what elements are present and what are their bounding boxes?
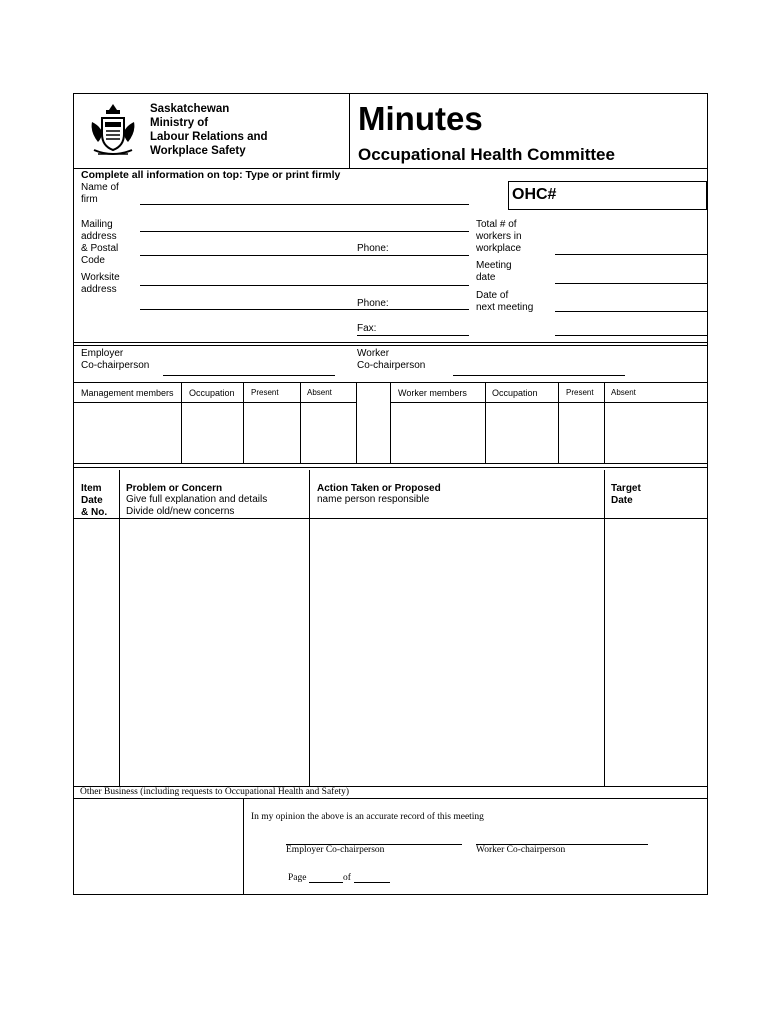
employer-cochair-label: Employer Co-chairperson bbox=[81, 348, 150, 371]
fax-label: Fax: bbox=[357, 323, 377, 334]
phone-label-2: Phone: bbox=[357, 298, 389, 309]
page-title: Minutes bbox=[358, 100, 483, 137]
firm-name-label: Name of firm bbox=[81, 182, 119, 205]
ohc-label: OHC# bbox=[512, 186, 557, 203]
section-rule-1 bbox=[73, 342, 708, 346]
worker-present-header: Present bbox=[566, 388, 594, 397]
meeting-date-field[interactable] bbox=[555, 283, 707, 284]
firm-name-field[interactable] bbox=[140, 204, 469, 205]
problem-subheader: Give full explanation and details Divide old/new concerns bbox=[126, 494, 268, 517]
management-occupation-header: Occupation bbox=[189, 388, 235, 398]
next-meeting-field[interactable] bbox=[555, 311, 707, 312]
page-number-field[interactable] bbox=[309, 882, 343, 883]
worksite-address-line-1[interactable] bbox=[140, 285, 469, 286]
worker-cochair-field[interactable] bbox=[453, 375, 625, 376]
fax-extra-field[interactable] bbox=[555, 335, 707, 336]
target-date-header: Target Date bbox=[611, 483, 641, 506]
mailing-address-line-1[interactable] bbox=[140, 231, 469, 232]
members-col-divider bbox=[181, 382, 182, 463]
worker-members-header: Worker members bbox=[398, 388, 467, 398]
mailing-address-label: Mailing address & Postal Code bbox=[81, 219, 119, 266]
phone-label-1: Phone: bbox=[357, 243, 389, 254]
page-subtitle: Occupational Health Committee bbox=[358, 145, 615, 164]
members-gap-column bbox=[357, 383, 390, 403]
members-col-divider bbox=[243, 382, 244, 463]
worksite-address-line-2[interactable] bbox=[140, 309, 469, 310]
management-present-header: Present bbox=[251, 388, 279, 397]
problem-header: Problem or Concern bbox=[126, 483, 223, 494]
employer-signature-label: Employer Co-chairperson bbox=[286, 845, 385, 855]
members-col-divider bbox=[300, 382, 301, 463]
section-rule-2 bbox=[73, 467, 708, 468]
other-business-label: Other Business (including requests to Occupational Health and Safety) bbox=[80, 787, 350, 797]
worksite-address-label: Worksite address bbox=[81, 272, 120, 295]
of-label: of bbox=[343, 873, 351, 883]
management-absent-header: Absent bbox=[307, 388, 332, 397]
action-subheader: name person responsible bbox=[317, 494, 430, 505]
footer-divider bbox=[243, 798, 244, 895]
action-header: Action Taken or Proposed bbox=[317, 483, 441, 494]
ministry-name: Saskatchewan Ministry of Labour Relations and Workplace Safety bbox=[150, 103, 268, 157]
other-business-bottom-rule bbox=[73, 798, 708, 799]
item-date-header: Item Date & No. bbox=[81, 483, 108, 518]
items-entry-area[interactable] bbox=[74, 519, 707, 785]
worker-cochair-label: Worker Co-chairperson bbox=[357, 348, 426, 371]
total-workers-label: Total # of workers in workplace bbox=[476, 219, 522, 254]
header-divider bbox=[349, 93, 350, 169]
worker-absent-header: Absent bbox=[611, 388, 636, 397]
opinion-statement: In my opinion the above is an accurate record of this meeting bbox=[251, 812, 484, 822]
page-label: Page bbox=[288, 873, 307, 883]
members-col-divider bbox=[558, 382, 559, 463]
coat-of-arms-icon bbox=[88, 100, 138, 160]
logo bbox=[88, 100, 138, 160]
fax-field[interactable] bbox=[357, 335, 469, 336]
members-bottom-rule bbox=[73, 463, 708, 464]
mailing-address-line-2[interactable] bbox=[140, 255, 469, 256]
meeting-date-label: Meeting date bbox=[476, 260, 512, 283]
ohc-number-box[interactable] bbox=[508, 181, 707, 210]
management-members-header: Management members bbox=[81, 388, 174, 398]
members-col-divider bbox=[390, 382, 391, 463]
members-col-divider bbox=[485, 382, 486, 463]
worker-occupation-header: Occupation bbox=[492, 388, 538, 398]
instructions: Complete all information on top: Type or print firmly bbox=[81, 169, 341, 181]
next-meeting-label: Date of next meeting bbox=[476, 290, 534, 313]
worker-signature-label: Worker Co-chairperson bbox=[476, 845, 566, 855]
page-total-field[interactable] bbox=[354, 882, 390, 883]
total-workers-field[interactable] bbox=[555, 254, 707, 255]
members-col-divider bbox=[604, 382, 605, 463]
employer-cochair-field[interactable] bbox=[163, 375, 335, 376]
